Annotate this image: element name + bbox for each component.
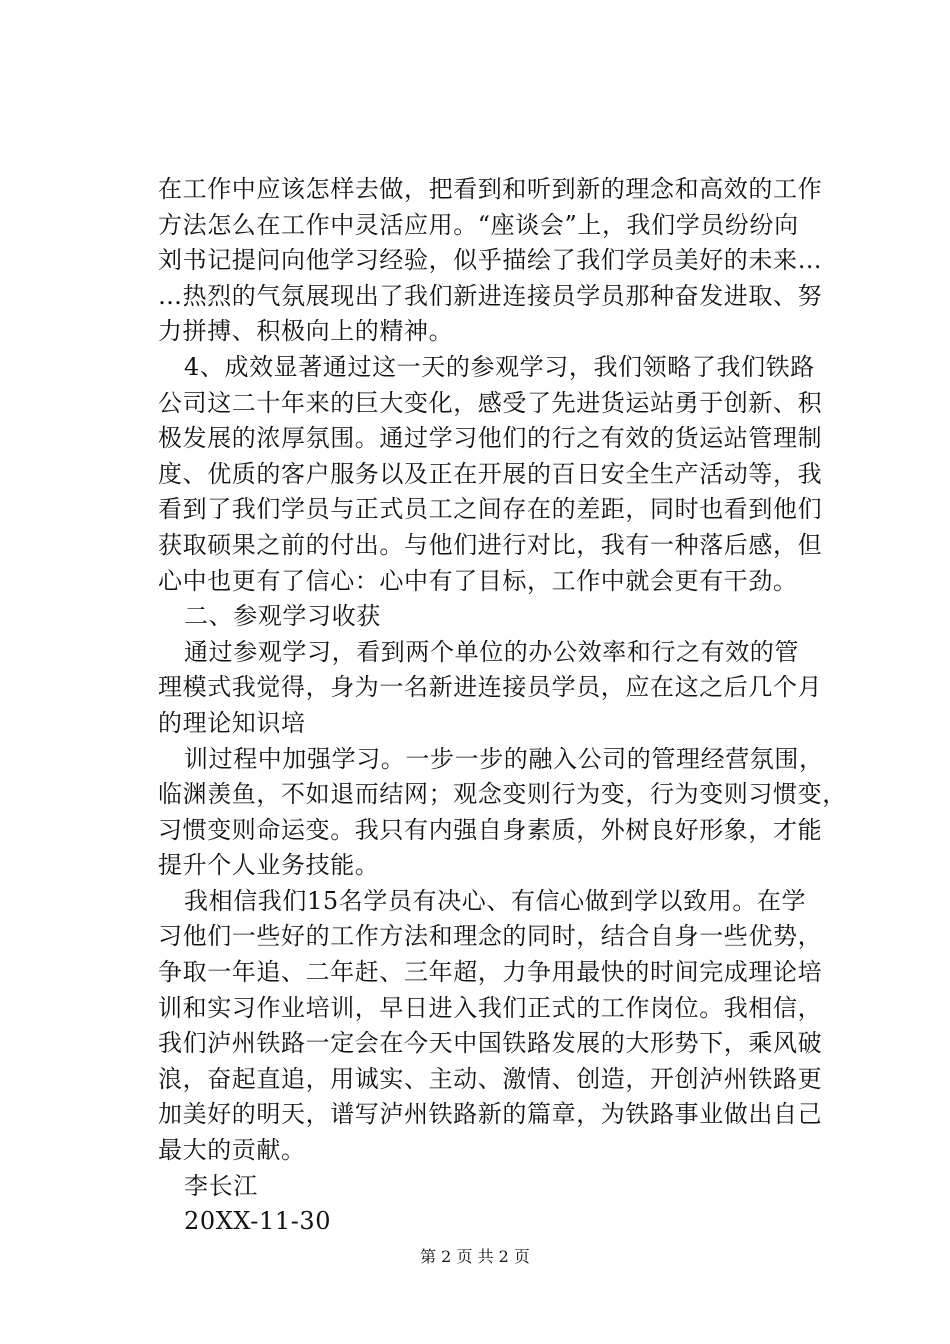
text-line: 方法怎么在工作中灵活应用。“座谈会”上，我们学员纷纷向 xyxy=(158,210,799,239)
text-line: 习他们一些好的工作方法和理念的同时，结合自身一些优势， xyxy=(158,922,823,951)
text-line: 度、优质的客户服务以及正在开展的百日安全生产活动等，我 xyxy=(158,459,823,488)
text-line: 通过参观学习，看到两个单位的办公效率和行之有效的管 xyxy=(184,637,799,666)
signature-name: 李长江 xyxy=(184,1171,258,1200)
text-line: 我们泸州铁路一定会在今天中国铁路发展的大形势下，乘风破 xyxy=(158,1029,823,1058)
text-line: 公司这二十年来的巨大变化，感受了先进货运站勇于创新、积 xyxy=(158,388,823,417)
page-number-footer: 第 2 页 共 2 页 xyxy=(420,1247,530,1266)
text-line: 最大的贡献。 xyxy=(158,1136,306,1165)
document-body xyxy=(158,172,847,1240)
text-line: 加美好的明天，谱写泸州铁路新的篇章，为铁路事业做出自己 xyxy=(158,1100,823,1129)
text-line: …热烈的气氛展现出了我们新进连接员学员那种奋发进取、努 xyxy=(158,281,823,310)
text-line: 看到了我们学员与正式员工之间存在的差距，同时也看到他们 xyxy=(158,495,823,524)
text-line: 浪，奋起直追，用诚实、主动、激情、创造，开创泸州铁路更 xyxy=(158,1064,823,1093)
text-line: 力拼搏、积极向上的精神。 xyxy=(158,317,454,346)
text-line: 训和实习作业培训，早日进入我们正式的工作岗位。我相信， xyxy=(158,993,823,1022)
text-line: 心中也更有了信心：心中有了目标，工作中就会更有干劲。 xyxy=(158,566,798,595)
section-heading: 二、参观学习收获 xyxy=(184,602,381,631)
text-line: 争取一年追、二年赶、三年超，力争用最快的时间完成理论培 xyxy=(158,958,823,987)
text-line: 的理论知识培 xyxy=(158,708,306,737)
text-line: 极发展的浓厚氛围。通过学习他们的行之有效的货运站管理制 xyxy=(158,424,823,453)
signature-date: 20XX-11-30 xyxy=(184,1207,332,1236)
text-line: 临渊羡鱼，不如退而结网；观念变则行为变，行为变则习惯变， xyxy=(158,780,847,809)
text-line: 4、成效显著通过这一天的参观学习，我们领略了我们铁路 xyxy=(184,352,815,381)
text-line: 刘书记提问向他学习经验，似乎描绘了我们学员美好的未来… xyxy=(158,246,823,275)
text-line: 提升个人业务技能。 xyxy=(158,851,380,880)
text-line: 我相信我们15名学员有决心、有信心做到学以致用。在学 xyxy=(184,886,807,915)
text-line: 训过程中加强学习。一步一步的融入公司的管理经营氛围， xyxy=(184,744,824,773)
text-line: 获取硕果之前的付出。与他们进行对比，我有一种落后感，但 xyxy=(158,530,823,559)
text-line: 在工作中应该怎样去做，把看到和听到新的理念和高效的工作 xyxy=(158,175,823,203)
text-line: 习惯变则命运变。我只有内强自身素质，外树良好形象，才能 xyxy=(158,815,823,844)
text-line: 理模式我觉得，身为一名新进连接员学员，应在这之后几个月 xyxy=(158,673,823,702)
